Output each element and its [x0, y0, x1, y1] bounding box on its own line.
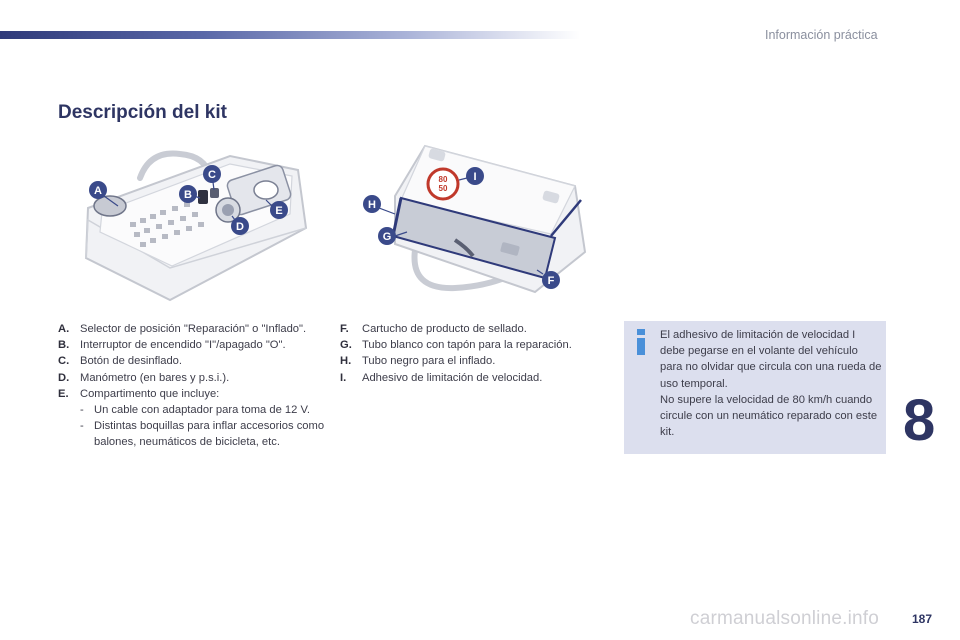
svg-text:B: B	[184, 189, 192, 201]
list-item: C. Botón de desinflado.	[58, 355, 183, 368]
info-box	[624, 321, 886, 454]
component-list-left	[58, 321, 328, 451]
svg-text:F: F	[547, 275, 555, 287]
info-icon	[634, 329, 648, 355]
list-item: A. Selector de posición "Reparación" o "Inflado".	[58, 323, 307, 335]
callout-h	[363, 195, 395, 214]
speed-sticker	[428, 169, 458, 199]
list-item: F. Cartucho de producto de sellado.	[340, 323, 527, 335]
watermark: carmanualsonline.info	[690, 608, 880, 629]
info-paragraph-2: No supere la velocidad de 80 km/h cuando circule con un neumático reparado con este kit.	[660, 393, 878, 439]
svg-text:80: 80	[438, 175, 448, 184]
compressor-illustration	[80, 148, 320, 308]
list-item: G. Tubo blanco con tapón para la reparación.	[340, 339, 572, 352]
svg-text:50: 50	[438, 184, 448, 193]
svg-text:C: C	[208, 169, 216, 181]
svg-text:E: E	[275, 205, 283, 217]
cartridge-illustration	[355, 140, 605, 295]
svg-text:I: I	[473, 171, 477, 183]
list-item: H. Tubo negro para el inflado.	[340, 355, 496, 368]
info-text	[660, 327, 882, 440]
page-title: Descripción del kit	[58, 102, 227, 123]
sub-list-item: - Un cable con adaptador para toma de 12 V.	[80, 404, 311, 417]
chapter-number: 8	[903, 388, 936, 453]
list-item: I. Adhesivo de limitación de velocidad.	[340, 371, 543, 384]
svg-text:H: H	[368, 199, 376, 211]
header-gradient-bar	[0, 31, 580, 39]
page-number: 187	[912, 612, 933, 626]
list-item: D. Manómetro (en bares y p.s.i.).	[58, 371, 230, 384]
info-paragraph-1: El adhesivo de limitación de velocidad I debe pegarse en el volante del vehículo para no olvidar que circula con una rueda de uso temporal.	[660, 329, 882, 390]
section-header: Información práctica	[765, 28, 878, 42]
sub-list-item: - Distintas boquillas para inflar accesorios como balones, neumáticos de bicicleta, etc.	[80, 420, 325, 449]
svg-text:G: G	[382, 231, 392, 243]
svg-text:D: D	[236, 221, 244, 233]
component-list-right	[340, 321, 610, 386]
svg-text:A: A	[94, 185, 102, 197]
list-item: B. Interruptor de encendido "I"/apagado "O".	[58, 339, 286, 352]
list-item: E. Compartimento que incluye:	[58, 387, 220, 400]
